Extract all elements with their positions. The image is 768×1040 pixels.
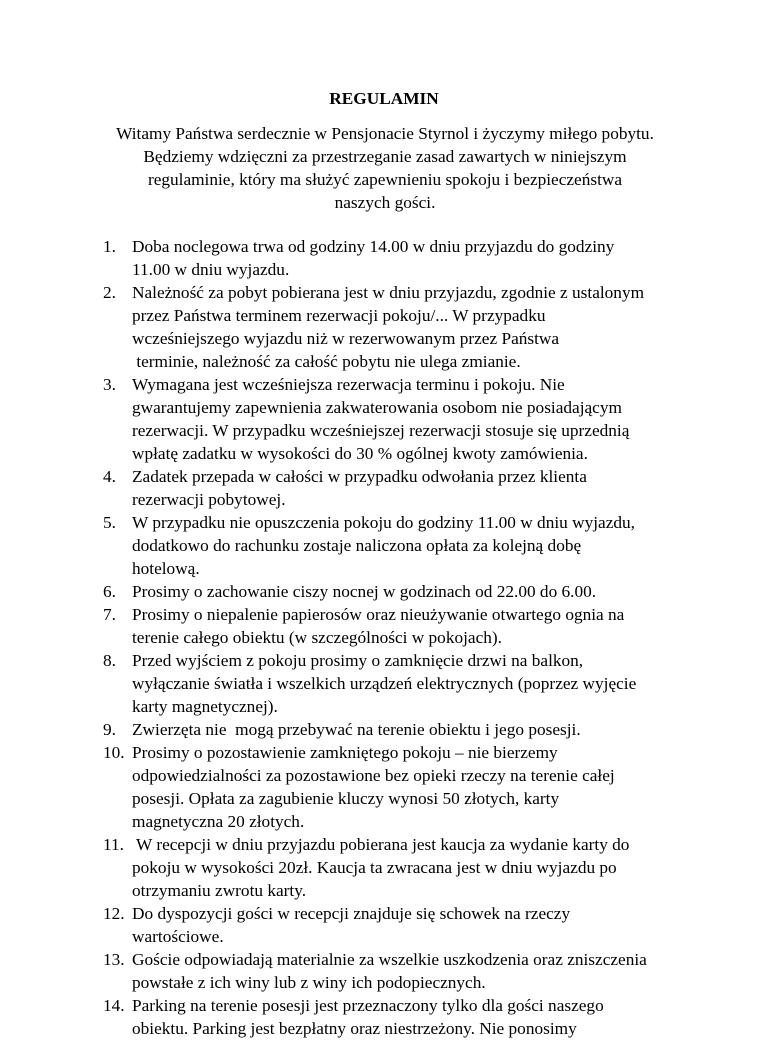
rule-item bbox=[0, 235, 768, 281]
rule-text-line: Wymagana jest wcześniejsza rezerwacja terminu i pokoju. Nie bbox=[132, 375, 565, 394]
rule-text-line: wartościowe. bbox=[132, 927, 224, 946]
rule-text-line: Należność za pobyt pobierana jest w dniu przyjazdu, zgodnie z ustalonym bbox=[132, 283, 645, 302]
rule-item bbox=[0, 603, 768, 649]
rules-list bbox=[0, 235, 768, 1040]
rule-text-line: magnetyczna 20 złotych. bbox=[132, 812, 305, 831]
rule-text-line: terminie, należność za całość pobytu nie ulega zmianie. bbox=[132, 352, 521, 371]
rule-number: 2. bbox=[103, 283, 116, 302]
rule-text-line: dodatkowo do rachunku zostaje naliczona opłata za kolejną dobę bbox=[132, 536, 582, 555]
rule-number: 1. bbox=[103, 237, 116, 256]
rule-number: 4. bbox=[103, 467, 116, 486]
rule-item bbox=[0, 902, 768, 948]
rule-text-line: wyłączanie światła i wszelkich urządzeń elektrycznych (poprzez wyjęcie bbox=[132, 674, 637, 693]
page-title: REGULAMIN bbox=[329, 89, 439, 108]
rule-number: 13. bbox=[103, 950, 125, 969]
rule-item bbox=[0, 649, 768, 718]
rule-number: 7. bbox=[103, 605, 116, 624]
intro-line: naszych gości. bbox=[334, 193, 436, 212]
rule-text-line: Parking na terenie posesji jest przeznaczony tylko dla gości naszego bbox=[132, 996, 604, 1015]
rule-number: 9. bbox=[103, 720, 116, 739]
rule-text-line: W przypadku nie opuszczenia pokoju do godziny 11.00 w dniu wyjazdu, bbox=[132, 513, 635, 532]
rule-item bbox=[0, 948, 768, 994]
rule-text-line: karty magnetycznej). bbox=[132, 697, 278, 716]
rule-item bbox=[0, 580, 768, 603]
rule-text-line: Prosimy o zachowanie ciszy nocnej w godzinach od 22.00 do 6.00. bbox=[132, 582, 597, 601]
rule-text-line: rezerwacji. W przypadku wcześniejszej rezerwacji stosuje się uprzednią bbox=[132, 421, 630, 440]
intro-line: Witamy Państwa serdecznie w Pensjonacie Styrnol i życzymy miłego pobytu. bbox=[116, 124, 654, 143]
rule-text-line: rezerwacji pobytowej. bbox=[132, 490, 286, 509]
rule-item bbox=[0, 833, 768, 902]
rule-text-line: Zadatek przepada w całości w przypadku odwołania przez klienta bbox=[132, 467, 587, 486]
rule-item bbox=[0, 465, 768, 511]
rule-text-line: Zwierzęta nie mogą przebywać na terenie obiektu i jego posesji. bbox=[132, 720, 581, 739]
rule-number: 6. bbox=[103, 582, 116, 601]
rule-text-line: Przed wyjściem z pokoju prosimy o zamknięcie drzwi na balkon, bbox=[132, 651, 584, 670]
rule-text-line: wcześniejszego wyjazdu niż w rezerwowanym przez Państwa bbox=[132, 329, 560, 348]
rule-text-line: hotelową. bbox=[132, 559, 200, 578]
rule-text-line: Prosimy o niepalenie papierosów oraz nieużywanie otwartego ognia na bbox=[132, 605, 625, 624]
intro-line: Będziemy wdzięczni za przestrzeganie zasad zawartych w niniejszym bbox=[143, 147, 627, 166]
rule-text-line: wpłatę zadatku w wysokości do 30 % ogólnej kwoty zamówienia. bbox=[132, 444, 588, 463]
rule-text-line: pokoju w wysokości 20zł. Kaucja ta zwracana jest w dniu wyjazdu po bbox=[132, 858, 617, 877]
rule-text-line: W recepcji w dniu przyjazdu pobierana jest kaucja za wydanie karty do bbox=[132, 835, 630, 854]
rule-number: 12. bbox=[103, 904, 125, 923]
intro-paragraph bbox=[100, 122, 670, 214]
rule-number: 5. bbox=[103, 513, 116, 532]
rule-item bbox=[0, 511, 768, 580]
rule-text-line: gwarantujemy zapewnienia zakwaterowania osobom nie posiadającym bbox=[132, 398, 622, 417]
rule-item bbox=[0, 741, 768, 833]
rule-item bbox=[0, 994, 768, 1040]
rule-text-line: Do dyspozycji gości w recepcji znajduje się schowek na rzeczy bbox=[132, 904, 571, 923]
rule-text-line: odpowiedzialności za pozostawione bez opieki rzeczy na terenie całej bbox=[132, 766, 615, 785]
rule-number: 3. bbox=[103, 375, 116, 394]
rule-number: 14. bbox=[103, 996, 125, 1015]
rule-text-line: Doba noclegowa trwa od godziny 14.00 w dniu przyjazdu do godziny bbox=[132, 237, 615, 256]
rule-text-line: powstałe z ich winy lub z winy ich podopiecznych. bbox=[132, 973, 486, 992]
intro-line: regulaminie, który ma służyć zapewnieniu spokoju i bezpieczeństwa bbox=[147, 170, 623, 189]
rule-text-line: obiektu. Parking jest bezpłatny oraz niestrzeżony. Nie ponosimy bbox=[132, 1019, 577, 1038]
rule-text-line: posesji. Opłata za zagubienie kluczy wynosi 50 złotych, karty bbox=[132, 789, 560, 808]
rule-number: 10. bbox=[103, 743, 125, 762]
rule-item bbox=[0, 281, 768, 373]
rule-text-line: Goście odpowiadają materialnie za wszelkie uszkodzenia oraz zniszczenia bbox=[132, 950, 647, 969]
rule-text-line: przez Państwa terminem rezerwacji pokoju/... W przypadku bbox=[132, 306, 546, 325]
rule-number: 8. bbox=[103, 651, 116, 670]
rule-text-line: terenie całego obiektu (w szczególności w pokojach). bbox=[132, 628, 502, 647]
rule-text-line: otrzymaniu zwrotu karty. bbox=[132, 881, 307, 900]
rule-item bbox=[0, 373, 768, 465]
rule-number: 11. bbox=[103, 835, 124, 854]
rule-text-line: 11.00 w dniu wyjazdu. bbox=[132, 260, 290, 279]
rule-item bbox=[0, 718, 768, 741]
rule-text-line: Prosimy o pozostawienie zamkniętego pokoju – nie bierzemy bbox=[132, 743, 558, 762]
